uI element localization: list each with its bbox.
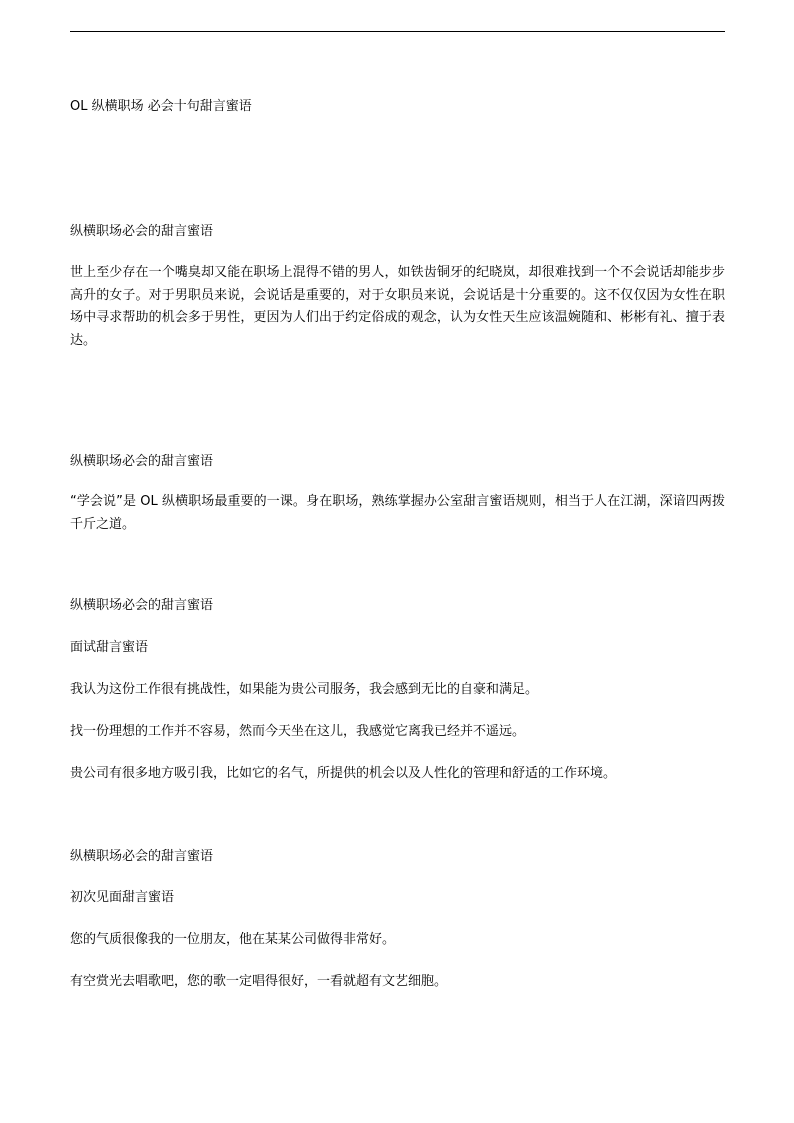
section-subheading: 初次见面甜言蜜语 <box>70 890 175 905</box>
section-paragraph: “学会说”是 OL 纵横职场最重要的一课。身在职场，熟练掌握办公室甜言蜜语规则，相当于人在江湖，深谙四两拨千斤之道。 <box>70 494 725 532</box>
section-line: 贵公司有很多地方吸引我，比如它的名气，所提供的机会以及人性化的管理和舒适的工作环境。 <box>70 766 617 781</box>
section-line: 找一份理想的工作并不容易，然而今天坐在这儿，我感觉它离我已经并不遥远。 <box>70 724 526 739</box>
section-line: 有空赏光去唱歌吧，您的歌一定唱得很好，一看就超有文艺细胞。 <box>70 974 448 989</box>
section-line: 我认为这份工作很有挑战性，如果能为贵公司服务，我会感到无比的自豪和满足。 <box>70 682 539 697</box>
section-heading: 纵横职场必会的甜言蜜语 <box>70 224 214 239</box>
section-heading: 纵横职场必会的甜言蜜语 <box>70 454 214 469</box>
document-title: OL 纵横职场 必会十句甜言蜜语 <box>70 99 252 114</box>
header-rule <box>70 31 725 32</box>
section-heading: 纵横职场必会的甜言蜜语 <box>70 598 214 613</box>
section-heading: 纵横职场必会的甜言蜜语 <box>70 849 214 864</box>
section-subheading: 面试甜言蜜语 <box>70 640 149 655</box>
section-line: 您的气质很像我的一位朋友，他在某某公司做得非常好。 <box>70 932 396 947</box>
section-paragraph: 世上至少存在一个嘴臭却又能在职场上混得不错的男人，如铁齿铜牙的纪晓岚，却很难找到一个不会说话却能步步高升的女子。对于男职员来说，会说话是重要的，对于女职员来说，会说话是十分重要的。这不仅仅因为女性在职场中寻求帮助的机会多于男性，更因为人们出于约定俗成的观念，认为女性天生应该温婉随和、彬彬有礼、擅于表达。 <box>70 265 725 348</box>
